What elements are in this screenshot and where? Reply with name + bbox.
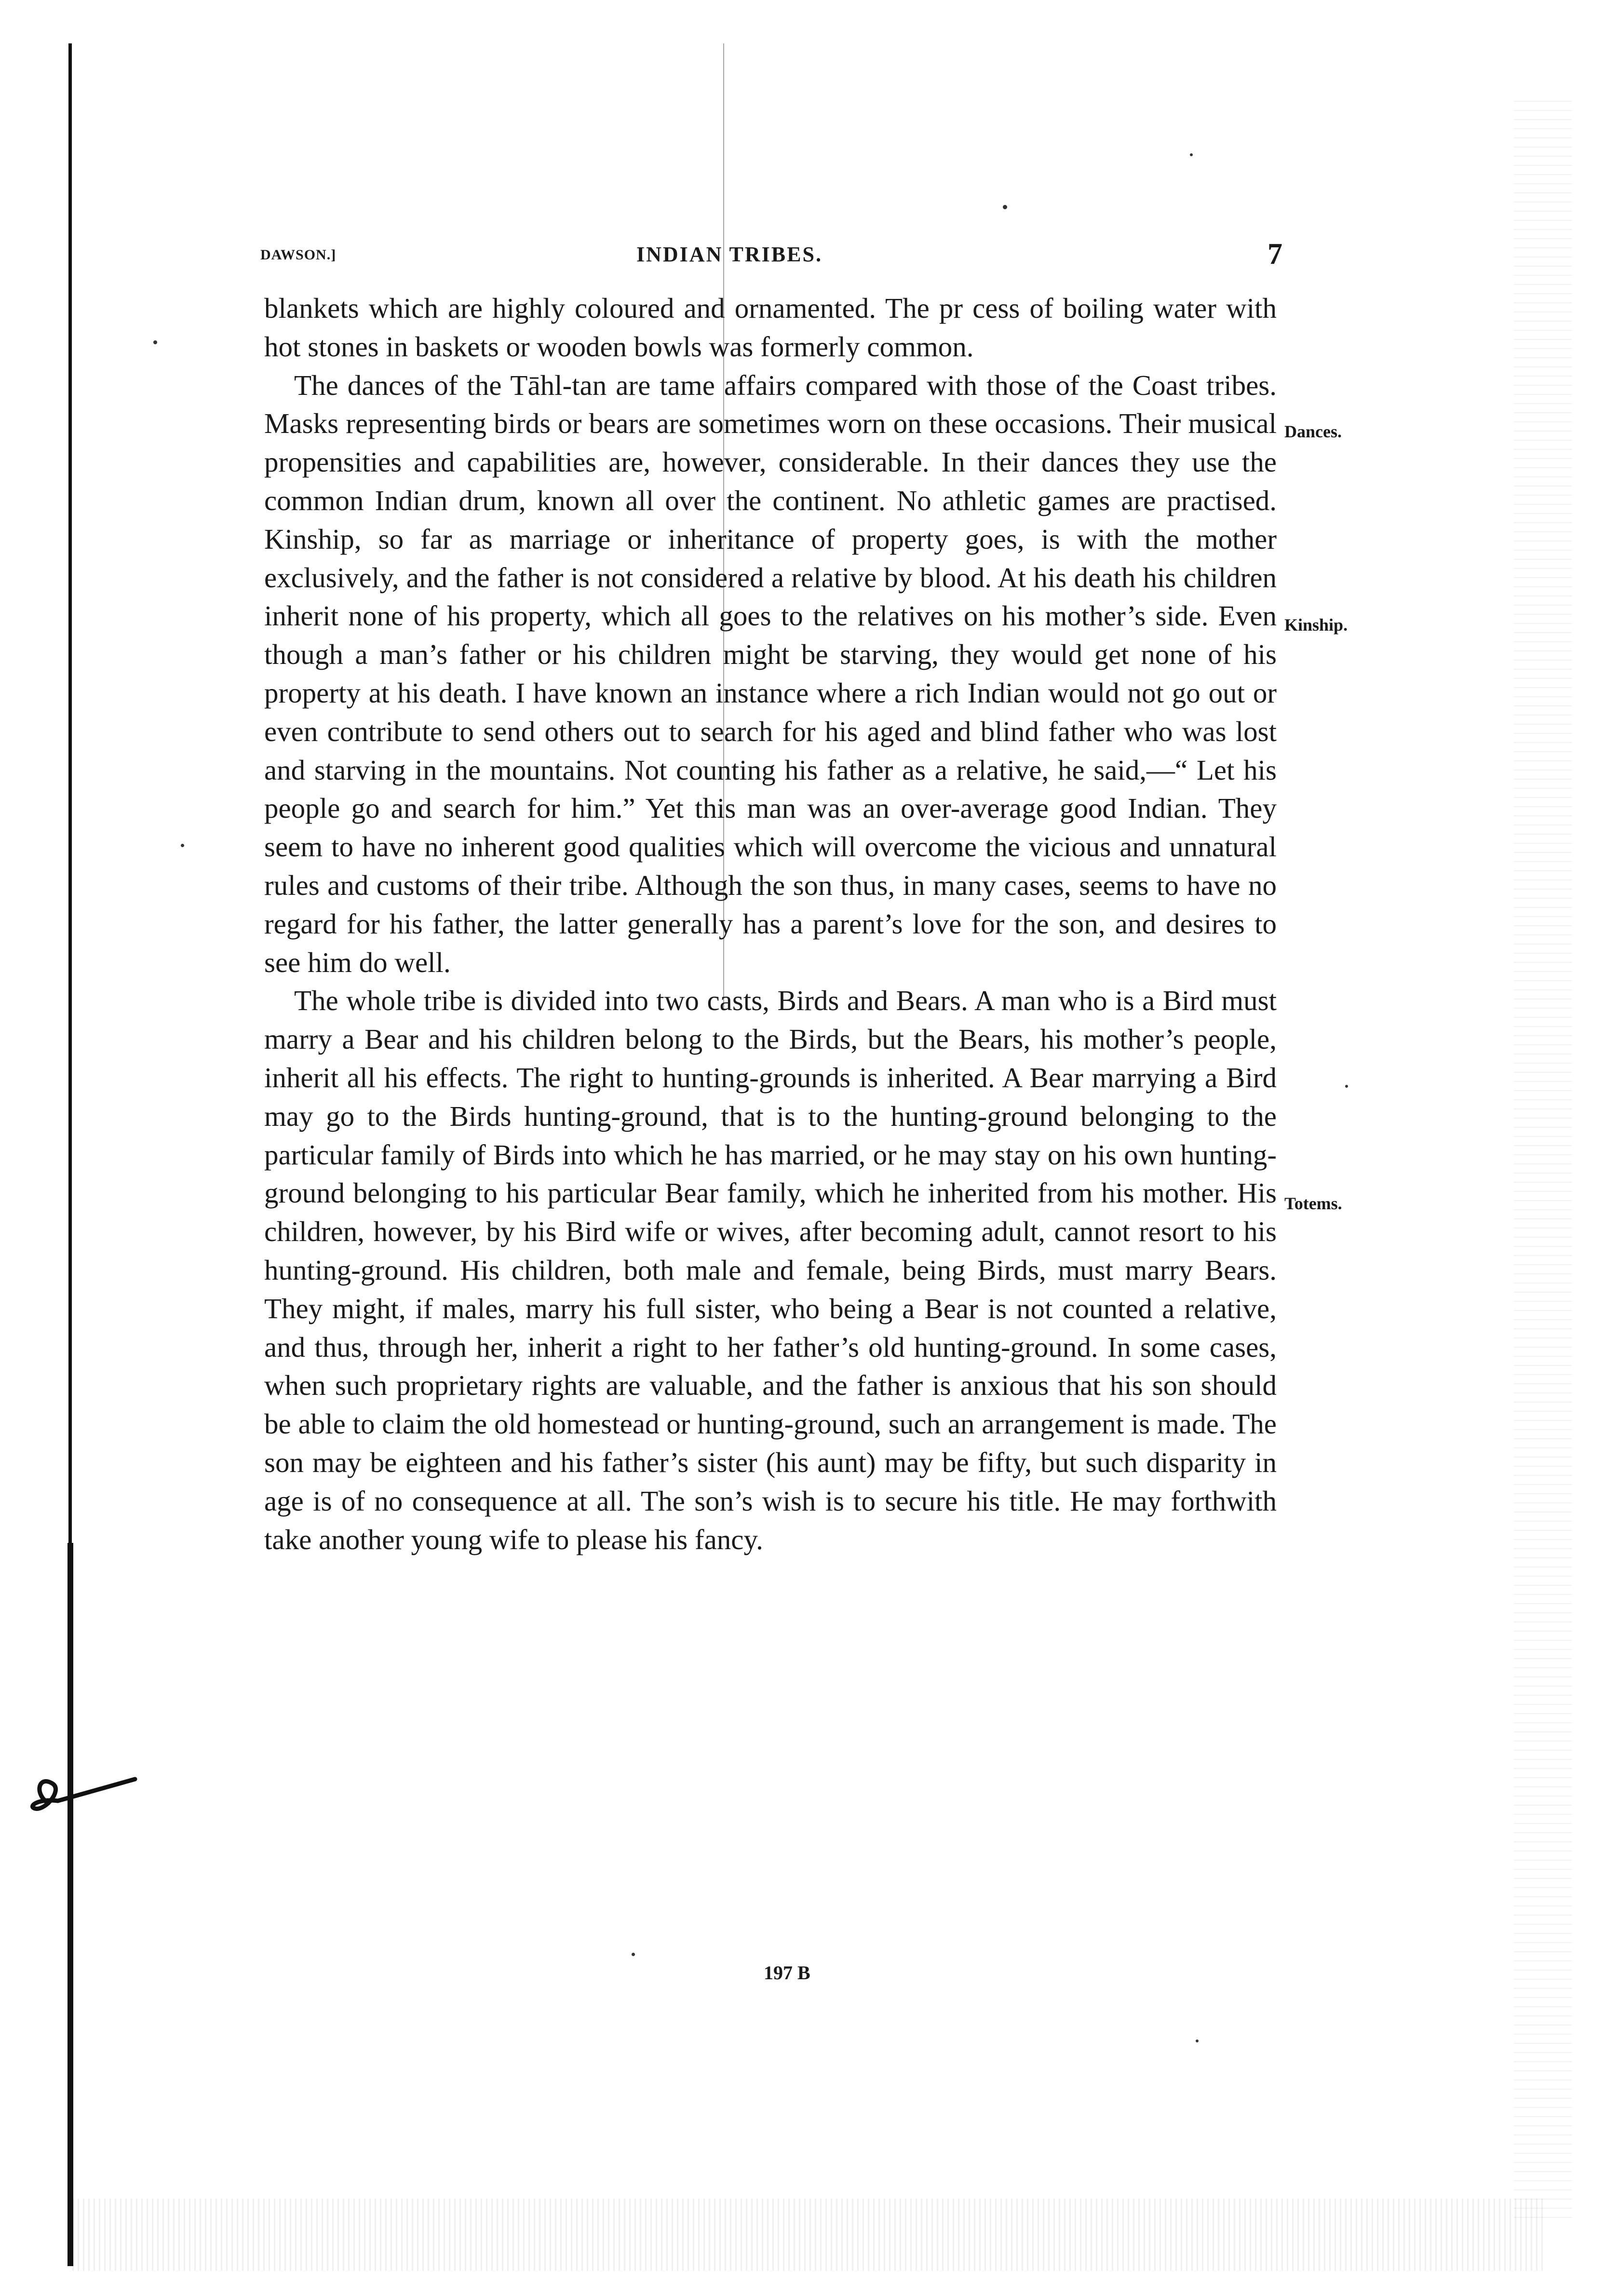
signature-mark: 197 B: [764, 1962, 810, 1984]
scan-speck: [1190, 153, 1193, 156]
paragraph: blankets which are highly coloured and ornamented. The pr cess of boiling water with hot stones in baskets or wooden bowls was formerly common.: [264, 292, 1277, 363]
page-number: 7: [1267, 238, 1282, 270]
margin-note-totems: Totems.: [1284, 1194, 1342, 1213]
running-head-author: DAWSON.]: [260, 247, 337, 263]
scan-speck: [1196, 2039, 1199, 2042]
scan-edge-line-thick: [67, 1543, 73, 2266]
paragraph: The dances of the Tāhl-tan are tame affairs compared with those of the Coast tribes. Masks representing birds or bears are sometimes worn on these occasions. Their musical propensities and capabilities are, however, considerable. In their dances they use the common Indian drum, known all over the continent. No athletic games are practised. Kinship, so far as marriage or inheritance of property goes, is with the mother exclusively, and the father is not considered a relative by blood. At his death his children inherit none of his property, which all goes to the relatives on his mother’s side. Even though a man’s father or his children might be starving, they would get none of his property at his death. I have known an instance where a rich Indian would not go out or even contribute to send others out to search for his aged and blind father who was lost and starving in the mountains. Not counting his father as a relative, he said,—“ Let his people go and search for him.” Yet this man was an over-average good Indian. They seem to have no inherent good qualities which will overcome the vicious and unnatural rules and customs of their tribe. Although the son thus, in many cases, seems to have no regard for his father, the latter generally has a parent’s love for the son, and desires to see him do well.: [264, 369, 1277, 978]
scan-speck: [153, 340, 157, 344]
scan-speck: [181, 844, 184, 847]
bottom-edge-noise: [72, 2199, 1543, 2271]
right-edge-noise: [1514, 96, 1572, 2218]
running-head-title: INDIAN TRIBES.: [636, 243, 822, 266]
body-text: [264, 289, 1277, 1559]
ink-scribble: [29, 1765, 145, 1827]
scan-speck: [1345, 1085, 1348, 1088]
scan-speck: [1003, 205, 1007, 209]
paragraph: The whole tribe is divided into two casts, Birds and Bears. A man who is a Bird must marry a Bear and his children belong to the Birds, but the Bears, his mother’s people, inherit all his effects. The right to hunting-grounds is inherited. A Bear marrying a Bird may go to the Birds hunting-ground, that is to the hunting-ground belonging to the particular family of Birds into which he has married, or he may stay on his own hunting-ground belonging to his particular Bear family, which he inherited from his mother. His children, however, by his Bird wife or wives, after becoming adult, cannot resort to his hunting-ground. His children, both male and female, being Birds, must marry Bears. They might, if males, marry his full sister, who being a Bear is not counted a relative, and thus, through her, inherit a right to her father’s old hunting-ground. In some cases, when such proprietary rights are valuable, and the father is anxious that his son should be able to claim the old homestead or hunting-ground, such an arrangement is made. The son may be eighteen and his father’s sister (his aunt) may be fifty, but such disparity in age is of no consequence at all. The son’s wish is to secure his title. He may forthwith take another young wife to please his fancy.: [264, 985, 1277, 1555]
page-header: [260, 240, 1282, 269]
margin-note-dances: Dances.: [1284, 422, 1342, 441]
scan-speck: [632, 1953, 635, 1956]
margin-note-kinship: Kinship.: [1284, 615, 1348, 635]
